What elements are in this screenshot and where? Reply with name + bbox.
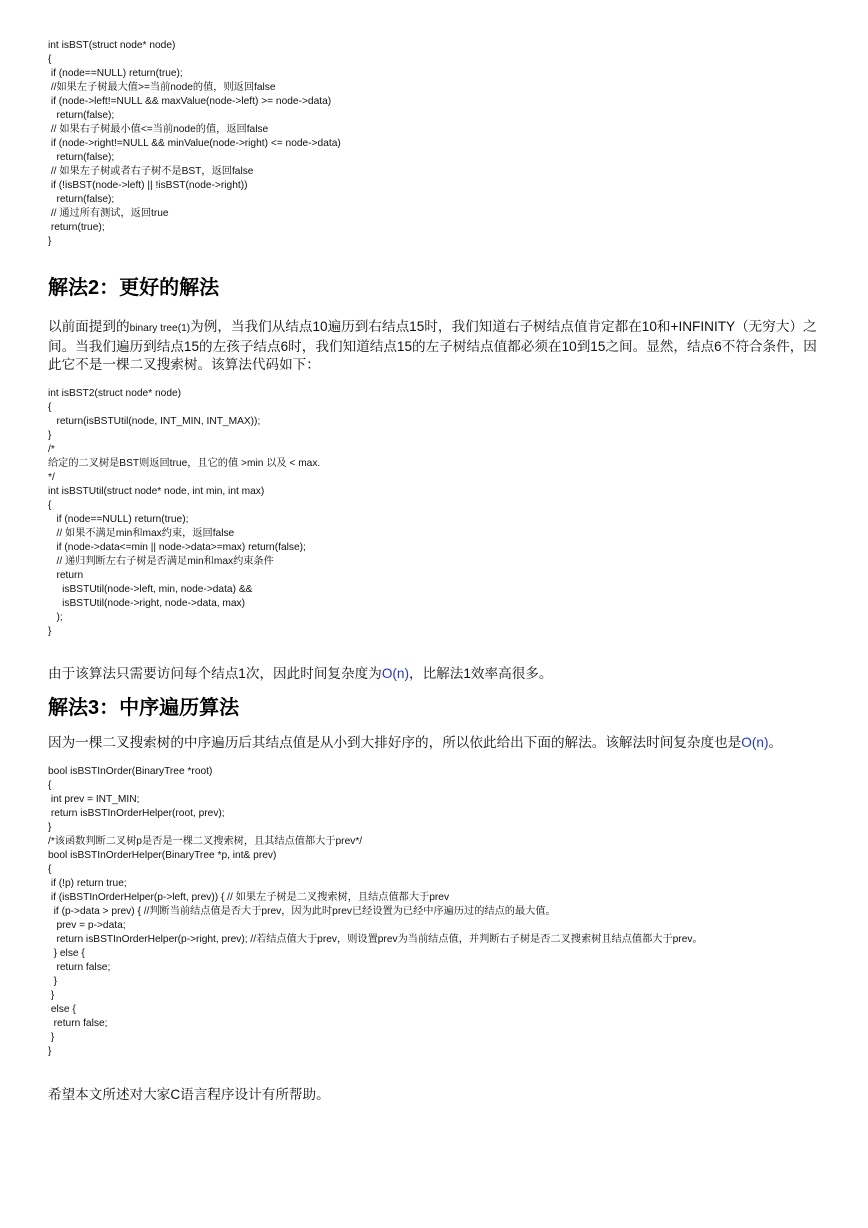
code-line: return isBSTInOrderHelper(p->right, prev); //若结点值大于prev，则设置prev为当前结点值，并判断右子树是否二叉搜索树且结点值都大于prev。 <box>48 934 703 945</box>
complexity-link[interactable]: O(n) <box>381 666 409 681</box>
paragraph-complexity-prefix: 由于该算法只需要访问每个结点1次，因此时间复杂度为 <box>48 666 382 681</box>
complexity-link-2[interactable]: O(n) <box>741 735 769 750</box>
code-line: return(true); <box>48 222 105 233</box>
code-line: int prev = INT_MIN; <box>48 794 140 805</box>
code-line: // 递归判断左右子树是否满足min和max约束条件 <box>48 556 274 567</box>
code-line: //如果左子树最大值>=当前node的值，则返回false <box>48 82 276 93</box>
code-line: } <box>48 236 52 247</box>
code-line: isBSTUtil(node->right, node->data, max) <box>48 598 246 609</box>
code-line: return false; <box>48 962 111 973</box>
paragraph-solution-3-prefix: 因为一棵二叉搜索树的中序遍历后其结点值是从小到大排好序的，所以依此给出下面的解法。该解法时间复杂度也是 <box>48 735 742 750</box>
code-line: if (node->left!=NULL && maxValue(node->left) >= node->data) <box>48 96 332 107</box>
code-line: } <box>48 1046 52 1057</box>
code-line: int isBST2(struct node* node) <box>48 388 182 399</box>
code-line: } else { <box>48 948 85 959</box>
code-line: else { <box>48 1004 76 1015</box>
code-block-isbst <box>48 39 828 249</box>
code-line: } <box>48 976 58 987</box>
code-line: if (node==NULL) return(true); <box>48 68 183 79</box>
code-line: /* <box>48 444 55 455</box>
code-block-isbst2 <box>48 387 828 639</box>
code-line: if (!isBST(node->left) || !isBST(node->right)) <box>48 180 248 191</box>
code-line: int isBST(struct node* node) <box>48 40 176 51</box>
code-line: // 如果左子树或者右子树不是BST，返回false <box>48 166 254 177</box>
heading-solution-3: 解法3：中序遍历算法 <box>48 697 240 719</box>
code-line: if (isBSTInOrderHelper(p->left, prev)) { // 如果左子树是二叉搜索树，且结点值都大于prev <box>48 892 450 903</box>
code-block-inorder <box>48 765 828 1059</box>
code-line: { <box>48 864 52 875</box>
paragraph-solution-2-small-text: binary tree(1) <box>129 323 191 334</box>
code-line: /*该函数判断二叉树p是否是一棵二叉搜索树，且其结点值都大于prev*/ <box>48 836 363 847</box>
code-line: } <box>48 990 55 1001</box>
paragraph-solution-3-suffix: 。 <box>768 735 783 750</box>
code-line: } <box>48 1032 55 1043</box>
code-line: // 通过所有测试，返回true <box>48 208 169 219</box>
code-line: return(false); <box>48 194 115 205</box>
paragraph-solution-2-prefix: 以前面提到的 <box>48 319 130 334</box>
code-line: return isBSTInOrderHelper(root, prev); <box>48 808 225 819</box>
code-line: prev = p->data; <box>48 920 126 931</box>
paragraph-complexity <box>48 665 828 683</box>
code-line: bool isBSTInOrder(BinaryTree *root) <box>48 766 213 777</box>
code-line: return(isBSTUtil(node, INT_MIN, INT_MAX)); <box>48 416 261 427</box>
code-line: // 如果右子树最小值<=当前node的值，返回false <box>48 124 269 135</box>
paragraph-complexity-suffix: ，比解法1效率高很多。 <box>409 666 553 681</box>
code-line: int isBSTUtil(struct node* node, int min, int max) <box>48 486 265 497</box>
code-line: if (node==NULL) return(true); <box>48 514 189 525</box>
paragraph-solution-2 <box>48 318 828 374</box>
code-line: { <box>48 54 52 65</box>
code-line: 给定的二叉树是BST则返回true，且它的值 >min 以及 < max. <box>48 458 321 469</box>
code-line: isBSTUtil(node->left, min, node->data) && <box>48 584 253 595</box>
code-line: bool isBSTInOrderHelper(BinaryTree *p, int& prev) <box>48 850 277 861</box>
code-line: } <box>48 626 52 637</box>
code-line: // 如果不满足min和max约束，返回false <box>48 528 235 539</box>
paragraph-solution-2-suffix: 为例，当我们从结点10遍历到右结点15时，我们知道右子树结点值肯定都在10和+INFINITY（无穷大）之间。当我们遍历到结点15的左孩子结点6时，我们知道结点15的左子树结点值都必须在10到15之间。显然，结点6不符合条件，因此它不是一棵二叉搜索树。该算法代码如下： <box>48 319 817 372</box>
closing-paragraph: 希望本文所述对大家C语言程序设计有所帮助。 <box>48 1087 330 1102</box>
heading-solution-2: 解法2：更好的解法 <box>48 277 220 299</box>
code-line: return(false); <box>48 152 115 163</box>
code-line: if (!p) return true; <box>48 878 127 889</box>
document-page <box>48 39 828 1104</box>
code-line: return(false); <box>48 110 115 121</box>
code-line: if (p->data > prev) { //判断当前结点值是否大于prev，因为此时prev已经设置为已经中序遍历过的结点的最大值。 <box>48 906 556 917</box>
code-line: ); <box>48 612 63 623</box>
code-line: } <box>48 822 52 833</box>
code-line: { <box>48 500 52 511</box>
code-line: { <box>48 402 52 413</box>
code-line: return <box>48 570 84 581</box>
code-line: if (node->right!=NULL && minValue(node->right) <= node->data) <box>48 138 341 149</box>
code-line: { <box>48 780 52 791</box>
code-line: } <box>48 430 52 441</box>
code-line: if (node->data<=min || node->data>=max) return(false); <box>48 542 306 553</box>
code-line: return false; <box>48 1018 108 1029</box>
code-line: */ <box>48 472 55 483</box>
paragraph-solution-3 <box>48 734 828 752</box>
